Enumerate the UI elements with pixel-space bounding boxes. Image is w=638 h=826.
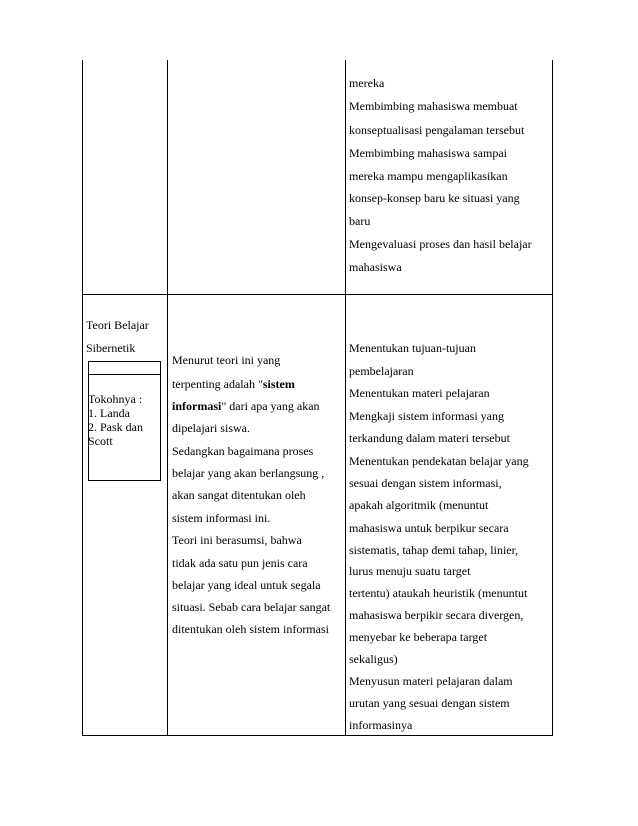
text-line: Menentukan tujuan-tujuan — [349, 341, 476, 355]
text-span: " dari apa yang akan — [221, 399, 320, 413]
text-line: Menyusun materi pelajaran dalam — [349, 674, 513, 688]
text-line: pembelajaran — [349, 364, 414, 378]
text-line: akan sangat ditentukan oleh — [172, 488, 306, 502]
text-line — [172, 399, 320, 413]
text-line: sesuai dengan sistem informasi, — [349, 476, 502, 490]
text-line: Mengkaji sistem informasi yang — [349, 409, 504, 423]
theory-title: Teori Belajar — [86, 318, 149, 332]
text-line: Menurut teori ini yang — [172, 353, 281, 367]
table-row-divider — [82, 294, 553, 295]
text-line: baru — [349, 214, 371, 228]
figures-text — [88, 392, 143, 448]
text-line — [172, 377, 295, 391]
text-line: belajar yang ideal untuk segala — [172, 578, 321, 592]
text-line: Mengevaluasi proses dan hasil belajar — [349, 237, 532, 251]
table-divider-col1 — [167, 60, 168, 736]
text-span: terpenting adalah " — [172, 377, 263, 391]
text-line: konsep-konsep baru ke situasi yang — [349, 191, 520, 205]
table-border-bottom — [82, 735, 553, 736]
text-line: menyebar ke beberapa target — [349, 630, 488, 644]
text-line: lurus menuju suatu target — [349, 564, 471, 578]
text-line: Membimbing mahasiswa membuat — [349, 99, 518, 113]
text-line: situasi. Sebab cara belajar sangat — [172, 600, 331, 614]
text-line: Scott — [88, 434, 113, 448]
text-line: Teori ini berasumsi, bahwa — [172, 533, 302, 547]
text-line: sekaligus) — [349, 652, 398, 666]
text-line: sistem informasi ini. — [172, 511, 271, 525]
text-line: sistematis, tahap demi tahap, linier, — [349, 543, 519, 557]
box-divider — [89, 374, 160, 375]
text-line: Tokohnya : — [88, 392, 143, 406]
text-line: mahasiswa berpikir secara divergen, — [349, 608, 524, 622]
theory-title: Sibernetik — [86, 341, 136, 355]
text-line: 2. Pask dan — [88, 420, 143, 434]
text-line: tidak ada satu pun jenis cara — [172, 556, 308, 570]
text-line: belajar yang akan berlangsung , — [172, 466, 325, 480]
text-line: konseptualisasi pengalaman tersebut — [349, 123, 525, 137]
text-line: Menentukan materi pelajaran — [349, 386, 490, 400]
table-border-right — [552, 60, 553, 736]
text-line: mahasiswa untuk berpikur secara — [349, 521, 509, 535]
text-line: mahasiswa — [349, 260, 402, 274]
text-line: Menentukan pendekatan belajar yang — [349, 454, 529, 468]
text-line: Sedangkan bagaimana proses — [172, 444, 314, 458]
text-line: terkandung dalam materi tersebut — [349, 431, 510, 445]
text-line: informasinya — [349, 718, 413, 732]
table-divider-col2 — [345, 60, 346, 736]
bold-term: informasi — [172, 399, 222, 413]
bold-term: sistem — [262, 377, 295, 391]
text-line: 1. Landa — [88, 406, 130, 420]
text-line: apakah algoritmik (menuntut — [349, 498, 489, 512]
text-line: urutan yang sesuai dengan sistem — [349, 696, 510, 710]
text-line: mereka — [349, 76, 385, 90]
text-line: tertentu) ataukah heuristik (menuntut — [349, 586, 528, 600]
text-line: mereka mampu mengaplikasikan — [349, 169, 508, 183]
table-border-left — [82, 60, 83, 736]
text-line: Membimbing mahasiswa sampai — [349, 146, 507, 160]
text-line: dipelajari siswa. — [172, 421, 250, 435]
text-line: ditentukan oleh sistem informasi — [172, 622, 329, 636]
